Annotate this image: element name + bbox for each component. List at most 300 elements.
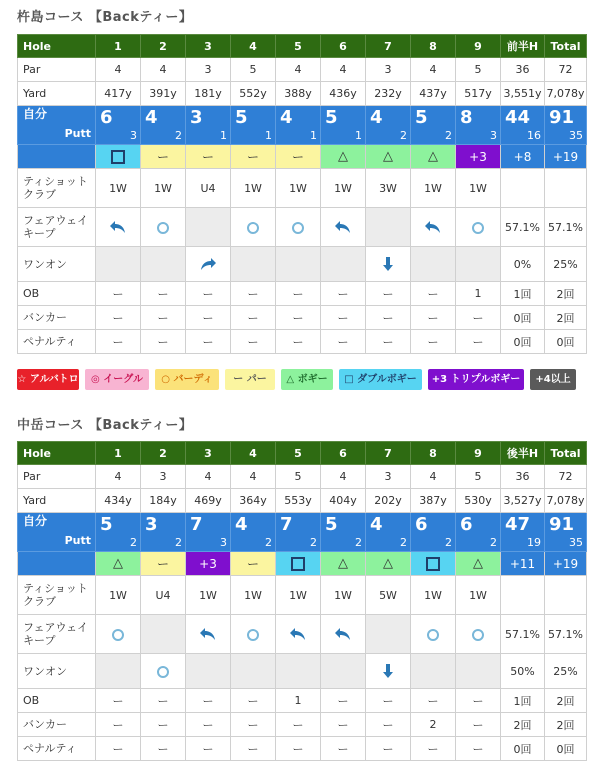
ob-cell: ー [366,689,411,713]
ob-cell: ー [411,689,456,713]
result-cell [141,145,186,169]
hole-number: 3 [186,35,231,58]
bunker-cell: ー [366,713,411,737]
bunker-cell: ー [186,713,231,737]
penalty-cell: ー [96,737,141,761]
one-on-cell [186,247,231,282]
tee-shot-club-cell: 1W [231,576,276,615]
legend-item: +3 トリプルボギー [428,369,524,390]
tee-shot-club-cell: U4 [186,169,231,208]
double-bogey-icon [291,557,305,571]
par-cell: 4 [186,465,231,489]
putts-value: 2 [175,536,182,549]
tee-shot-club-cell [501,576,545,615]
hole-number: 4 [231,442,276,465]
ob-cell: 2回 [545,689,587,713]
hole-number: 2 [141,442,186,465]
bunker-cell: ー [321,713,366,737]
strokes-value: 4 [370,514,383,535]
circle-icon [472,221,484,234]
score-cell [501,513,545,552]
par-cell: 4 [96,465,141,489]
one-on-cell [141,247,186,282]
hole-header-row [18,35,587,58]
result-cell [276,552,321,576]
one-on-cell [186,654,231,689]
hole-number: 1 [96,35,141,58]
strokes-value: 6 [460,514,473,535]
strokes-value: 7 [190,514,203,535]
yard-cell: 3,551y [501,82,545,106]
ob-cell: ー [456,689,501,713]
putts-value: 35 [569,536,583,549]
strokes-value: 4 [370,107,383,128]
one-on-cell [411,247,456,282]
putts-value: 3 [220,536,227,549]
row-label: OB [18,282,96,306]
circle-icon [247,628,259,641]
row-label [18,552,96,576]
result-cell [456,145,501,169]
penalty-cell: ー [366,330,411,354]
hole-number: 7 [366,442,411,465]
putts-value: 19 [527,536,541,549]
one-on-row [18,654,587,689]
score-cell [276,513,321,552]
strokes-value: 44 [505,107,531,128]
tee-shot-club-cell [501,169,545,208]
putts-value: 2 [400,536,407,549]
circle-icon [112,628,124,641]
half-label: 後半H [501,442,545,465]
bunker-cell: ー [276,306,321,330]
result-row [18,145,587,169]
par-cell: 5 [456,58,501,82]
bunker-cell: ー [231,306,276,330]
legend-item: □ ダブルボギー [339,369,422,390]
yard-cell: 553y [276,489,321,513]
bunker-cell: ー [231,713,276,737]
fairway-keep-cell [456,615,501,654]
putt-label: Putt [64,127,91,140]
score-cell [231,513,276,552]
bunker-cell: ー [141,306,186,330]
circle-icon [472,628,484,641]
one-on-rate: 25% [545,247,587,282]
score-cell [411,513,456,552]
bunker-row [18,306,587,330]
par-cell: 36 [501,58,545,82]
tee-shot-club-cell: 1W [321,576,366,615]
one-on-cell [366,654,411,689]
bunker-cell: 2回 [501,713,545,737]
ob-cell: ー [96,689,141,713]
bogey-icon: △ [338,149,348,164]
tee-shot-club-cell: 1W [321,169,366,208]
yard-cell: 7,078y [545,489,587,513]
row-label: Hole [18,442,96,465]
fairway-keep-cell [456,208,501,247]
yard-cell: 364y [231,489,276,513]
one-on-cell [276,654,321,689]
legend-item: ☆ アルバトロス [17,369,79,390]
strokes-value: 5 [325,107,338,128]
result-symbol: +8 [513,149,532,164]
row-label: ティショットクラブ [18,169,96,208]
result-cell [231,145,276,169]
putts-value: 2 [265,536,272,549]
penalty-row [18,330,587,354]
ob-cell: ー [411,282,456,306]
par-cell: 3 [141,465,186,489]
hole-header-row [18,442,587,465]
fairway-keep-cell [321,208,366,247]
left-arrow-icon [289,627,307,640]
ob-cell: 2回 [545,282,587,306]
yard-row [18,489,587,513]
putts-value: 35 [569,129,583,142]
one-on-cell [456,654,501,689]
yard-cell: 437y [411,82,456,106]
one-on-cell [231,247,276,282]
right-arrow-icon [199,257,217,270]
ob-cell: ー [141,689,186,713]
penalty-cell: ー [321,330,366,354]
fairway-keep-cell [366,615,411,654]
bogey-icon: △ [383,556,393,571]
result-cell [96,552,141,576]
putts-value: 2 [490,536,497,549]
self-score-row [18,513,587,552]
fairway-keep-rate: 57.1% [545,615,587,654]
result-cell [321,145,366,169]
ob-cell: 1回 [501,689,545,713]
strokes-value: 7 [280,514,293,535]
circle-icon [157,665,169,678]
ob-cell: ー [321,282,366,306]
tee-shot-club-cell: U4 [141,576,186,615]
hole-number: 6 [321,35,366,58]
par-cell: 4 [141,58,186,82]
strokes-value: 6 [415,514,428,535]
score-cell [366,106,411,145]
yard-cell: 387y [411,489,456,513]
score-cell [96,513,141,552]
hole-number: 1 [96,442,141,465]
par-cell: 5 [456,465,501,489]
strokes-value: 47 [505,514,531,535]
circle-icon [292,221,304,234]
score-cell [501,106,545,145]
result-cell [276,145,321,169]
tee-shot-club-cell: 1W [411,169,456,208]
tee-shot-club-cell: 1W [456,576,501,615]
penalty-cell: ー [411,330,456,354]
strokes-value: 91 [549,514,575,535]
course-title: 杵島コース 【Backティー】 [17,10,193,25]
tee-shot-club-cell: 3W [366,169,411,208]
result-cell [231,552,276,576]
self-score-row [18,106,587,145]
fairway-keep-cell [411,208,456,247]
row-label [18,106,96,145]
putts-value: 3 [130,129,137,142]
penalty-cell: ー [231,737,276,761]
par-cell: 4 [411,465,456,489]
one-on-cell [366,247,411,282]
one-on-cell [276,247,321,282]
ob-row [18,282,587,306]
penalty-cell: ー [321,737,366,761]
penalty-cell: 0回 [545,737,587,761]
score-cell [141,106,186,145]
score-cell [186,106,231,145]
putts-value: 2 [130,536,137,549]
par-cell: 4 [96,58,141,82]
penalty-cell: 0回 [545,330,587,354]
bunker-row [18,713,587,737]
double-bogey-icon [111,150,125,164]
ob-cell: 1回 [501,282,545,306]
par-cell: 72 [545,465,587,489]
course-title: 中岳コース 【Backティー】 [17,418,193,433]
result-symbol: ー [246,150,259,164]
one-on-row [18,247,587,282]
tee-shot-club-cell: 1W [186,576,231,615]
left-arrow-icon [334,220,352,233]
yard-cell: 469y [186,489,231,513]
score-cell [545,106,587,145]
row-label: フェアウェイキープ [18,615,96,654]
score-cell [456,513,501,552]
tee-shot-club-cell: 1W [276,576,321,615]
par-cell: 4 [231,465,276,489]
hole-number: 9 [456,442,501,465]
row-label: フェアウェイキープ [18,208,96,247]
row-label: バンカー [18,306,96,330]
fairway-keep-row [18,615,587,654]
bunker-cell: 2回 [545,713,587,737]
result-cell [321,552,366,576]
legend-item: ◎ イーグル [85,369,149,390]
left-arrow-icon [109,220,127,233]
row-label: ティショットクラブ [18,576,96,615]
par-cell: 72 [545,58,587,82]
strokes-value: 5 [415,107,428,128]
score-cell [321,513,366,552]
putts-value: 1 [355,129,362,142]
score-cell [276,106,321,145]
ob-cell: ー [186,282,231,306]
hole-number: 5 [276,442,321,465]
hole-number: 7 [366,35,411,58]
putts-value: 2 [445,129,452,142]
fairway-keep-cell [276,208,321,247]
scorecard-table [17,34,587,354]
penalty-cell: ー [186,737,231,761]
strokes-value: 6 [100,107,113,128]
par-cell: 4 [411,58,456,82]
fairway-keep-cell [366,208,411,247]
row-label: Yard [18,82,96,106]
yard-cell: 530y [456,489,501,513]
score-cell [456,106,501,145]
row-label: ペナルティ [18,737,96,761]
putts-value: 3 [490,129,497,142]
hole-number: 8 [411,35,456,58]
ob-row [18,689,587,713]
strokes-value: 5 [325,514,338,535]
result-cell [366,552,411,576]
one-on-cell [96,654,141,689]
hole-number: 8 [411,442,456,465]
tee-shot-club-cell: 1W [231,169,276,208]
fairway-keep-rate: 57.1% [545,208,587,247]
score-cell [411,106,456,145]
ob-cell: ー [96,282,141,306]
circle-icon [247,221,259,234]
hole-number: 5 [276,35,321,58]
self-label: 自分 [23,107,48,121]
penalty-cell: 0回 [501,330,545,354]
result-cell [501,145,545,169]
score-cell [321,106,366,145]
one-on-cell [96,247,141,282]
yard-cell: 552y [231,82,276,106]
one-on-cell [411,654,456,689]
result-cell [411,145,456,169]
yard-cell: 391y [141,82,186,106]
score-cell [545,513,587,552]
fairway-keep-cell [141,208,186,247]
strokes-value: 4 [280,107,293,128]
fairway-keep-cell [186,615,231,654]
yard-cell: 388y [276,82,321,106]
fairway-keep-cell [321,615,366,654]
penalty-cell: ー [276,737,321,761]
par-cell: 36 [501,465,545,489]
par-cell: 4 [321,465,366,489]
row-label [18,145,96,169]
bunker-cell: ー [96,713,141,737]
one-on-cell [321,247,366,282]
ob-cell: ー [231,282,276,306]
putts-value: 16 [527,129,541,142]
bunker-cell: ー [276,713,321,737]
score-cell [186,513,231,552]
yard-cell: 517y [456,82,501,106]
total-label: Total [545,35,587,58]
result-symbol: +3 [199,556,217,571]
result-symbol: ー [201,150,214,164]
ob-cell: ー [231,689,276,713]
par-cell: 4 [321,58,366,82]
down-arrow-icon [382,664,394,677]
tee-shot-club-cell: 1W [96,576,141,615]
circle-icon [427,628,439,641]
strokes-value: 5 [100,514,113,535]
tee-shot-club-cell [545,169,587,208]
hole-number: 4 [231,35,276,58]
penalty-cell: ー [96,330,141,354]
left-arrow-icon [199,627,217,640]
down-arrow-icon [382,257,394,270]
left-arrow-icon [424,220,442,233]
tee-shot-club-cell: 1W [276,169,321,208]
fairway-keep-cell [96,208,141,247]
row-label: Yard [18,489,96,513]
bunker-cell: ー [186,306,231,330]
result-cell [545,145,587,169]
result-symbol: +3 [469,149,487,164]
row-label: ワンオン [18,654,96,689]
row-label: Par [18,465,96,489]
putt-label: Putt [64,534,91,547]
yard-cell: 232y [366,82,411,106]
yard-cell: 417y [96,82,141,106]
fairway-keep-cell [141,615,186,654]
strokes-value: 3 [190,107,203,128]
strokes-value: 8 [460,107,473,128]
fairway-keep-rate: 57.1% [501,208,545,247]
legend-item: △ ボギー [281,369,333,390]
double-bogey-icon [426,557,440,571]
penalty-cell: ー [366,737,411,761]
par-cell: 3 [366,58,411,82]
penalty-cell: ー [456,330,501,354]
penalty-cell: ー [231,330,276,354]
fairway-keep-cell [411,615,456,654]
tee-shot-club-cell: 5W [366,576,411,615]
one-on-cell [141,654,186,689]
putts-value: 1 [265,129,272,142]
result-row [18,552,587,576]
result-symbol: +19 [552,556,579,571]
result-cell [456,552,501,576]
one-on-cell [321,654,366,689]
putts-value: 1 [310,129,317,142]
bunker-cell: ー [456,306,501,330]
bunker-cell: 0回 [501,306,545,330]
bogey-icon: △ [383,149,393,164]
yard-cell: 404y [321,489,366,513]
bunker-cell: ー [456,713,501,737]
bogey-icon: △ [428,149,438,164]
putts-value: 2 [445,536,452,549]
result-symbol: ー [156,150,169,164]
bogey-icon: △ [113,556,123,571]
bunker-cell: ー [411,306,456,330]
fairway-keep-rate: 57.1% [501,615,545,654]
bunker-cell: ー [321,306,366,330]
bogey-icon: △ [473,556,483,571]
result-symbol: +19 [552,149,579,164]
penalty-cell: ー [186,330,231,354]
ob-cell: ー [276,282,321,306]
result-cell [545,552,587,576]
putts-value: 1 [220,129,227,142]
par-cell: 5 [231,58,276,82]
tee-shot-club-row [18,169,587,208]
left-arrow-icon [334,627,352,640]
row-label: Hole [18,35,96,58]
one-on-cell [456,247,501,282]
legend-item: ○ バーディ [155,369,219,390]
row-label [18,513,96,552]
penalty-cell: ー [276,330,321,354]
hole-number: 9 [456,35,501,58]
row-label: Par [18,58,96,82]
